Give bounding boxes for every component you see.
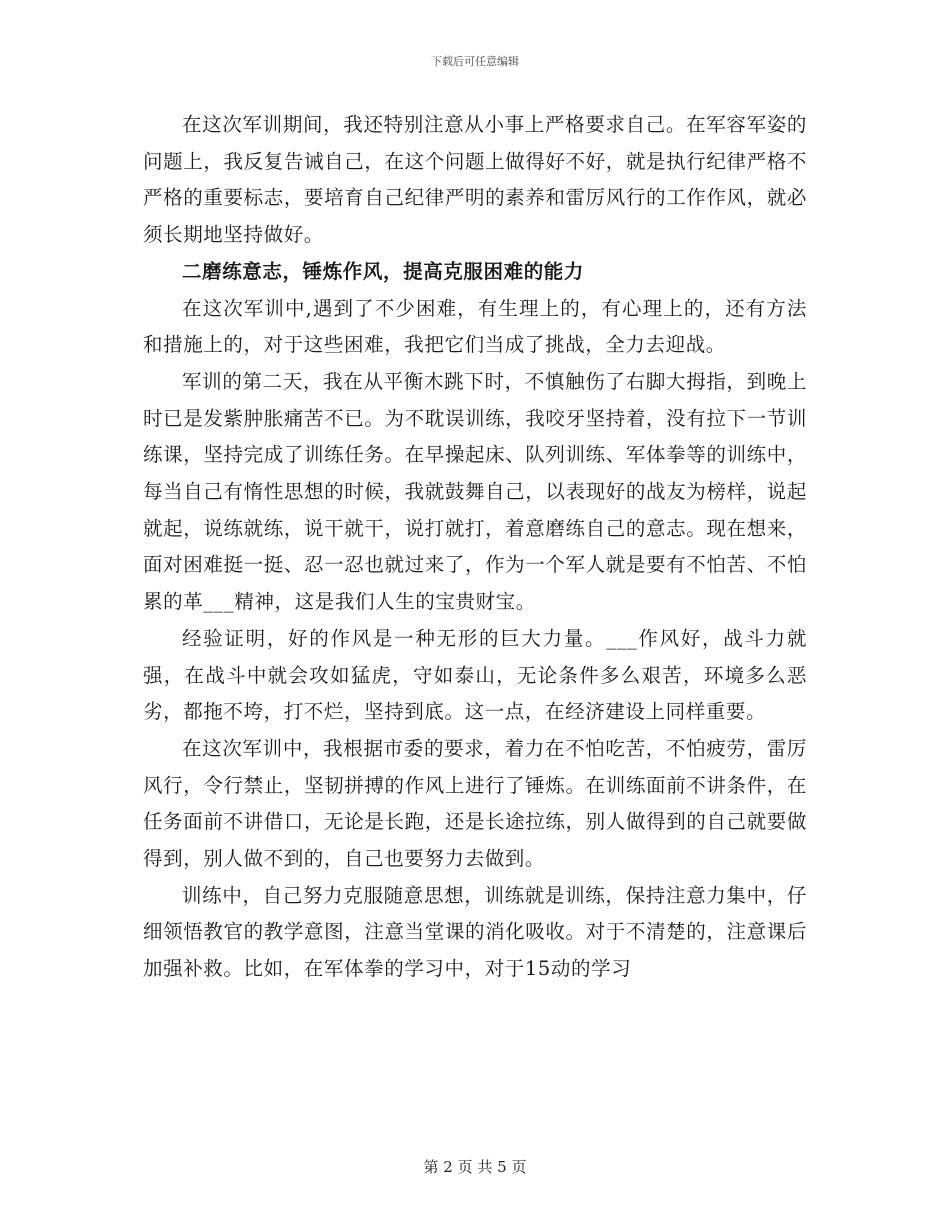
page-number-footer: 第 2 页 共 5 页 <box>423 1158 527 1176</box>
section-heading: 二磨练意志，锤炼作风，提高克服困难的能力 <box>182 259 585 283</box>
paragraph-3: 军训的第二天，我在从平衡木跳下时，不慎触伤了右脚大拇指，到晚上时已是发紫肿胀痛苦不已。为不耽误训练，我咬牙坚持着，没有拉下一节训练课，坚持完成了训练任务。在早操起床、队列训练、军体拳等的训练中，每当自己有惰性思想的时候，我就鼓舞自己，以表现好的战友为榜样，说起就起，说练就练，说干就干，说打就打，着意磨练自己的意志。现在想来，面对困难挺一挺、忍一忍也就过来了，作为一个军人就是要有不怕苦、不怕累的革___精神，这是我们人生的宝贵财宝。 <box>143 369 807 614</box>
paragraph-5: 在这次军训中，我根据市委的要求，着力在不怕吃苦，不怕疲劳，雷厉风行，令行禁止，坚韧拼搏的作风上进行了锤炼。在训练面前不讲条件，在任务面前不讲借口，无论是长跑，还是长途拉练，别人做得到的自己就要做得到，别人做不到的，自己也要努力去做到。 <box>143 736 807 871</box>
paragraph-2: 在这次军训中,遇到了不少困难，有生理上的，有心理上的，还有方法和措施上的，对于这些困难，我把它们当成了挑战，全力去迎战。 <box>143 296 807 357</box>
page-header: 下载后可任意编辑 <box>431 55 519 68</box>
paragraph-4: 经验证明，好的作风是一种无形的巨大力量。___作风好，战斗力就强，在战斗中就会攻如猛虎，守如泰山，无论条件多么艰苦，环境多么恶劣，都拖不垮，打不烂，坚持到底。这一点，在经济建设上同样重要。 <box>143 626 807 724</box>
paragraph-6: 训练中，自己努力克服随意思想，训练就是训练，保持注意力集中，仔细领悟教官的教学意图，注意当堂课的消化吸收。对于不清楚的，注意课后加强补救。比如，在军体拳的学习中，对于15动的学习 <box>143 883 807 981</box>
paragraph-1: 在这次军训期间，我还特别注意从小事上严格要求自己。在军容军姿的问题上，我反复告诫自己，在这个问题上做得好不好，就是执行纪律严格不严格的重要标志，要培育自己纪律严明的素养和雷厉风行的工作作风，就必须长期地坚持做好。 <box>143 113 807 247</box>
document-body <box>143 107 807 988</box>
